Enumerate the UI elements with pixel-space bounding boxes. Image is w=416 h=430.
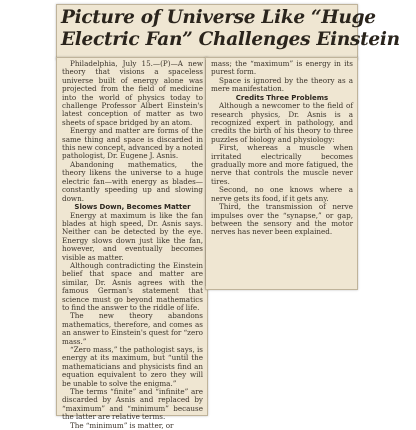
left-column-clipping bbox=[56, 57, 208, 430]
paragraph: The new theory abandons mathematics, therefore, and comes as an answer to Einstein's quest for “zero mass.” bbox=[62, 311, 203, 346]
paragraph: Energy and matter are forms of the same thing and space is discarded in this new concept, advanced by a noted pathologist, Dr. Eugene J. Asnis. bbox=[62, 126, 203, 161]
paragraph: Abandoning mathematics, the theory likens the universe to a huge electric fan—with energy as blades—constantly speeding up and slowing down. bbox=[62, 159, 203, 203]
headline-line-2: Electric Fan” Challenges Einstein bbox=[61, 29, 400, 50]
paragraph: “Zero mass,” the pathologist says, is energy at its maximum, but “until the mathematicians and physicists find an equation equivalent to zero they will be unable to solve the enigma.” bbox=[62, 345, 203, 388]
paragraph: First, whereas a muscle when irritated electrically becomes gradually more and more fatigued, the nerve that controls the muscle never tires. bbox=[211, 143, 353, 186]
subheading: Slows Down, Becomes Matter bbox=[74, 202, 191, 211]
paragraph: Space is ignored by the theory as a mere manifestation. bbox=[211, 75, 353, 94]
paragraph: mass; the “maximum” is energy in its purest form. bbox=[211, 59, 353, 77]
paragraph: Second, no one knows where a nerve gets its food, if it gets any. bbox=[211, 185, 353, 203]
headline bbox=[61, 7, 400, 51]
headline-line-1: Picture of Universe Like “Huge bbox=[61, 7, 376, 28]
paragraph: Philadelphia, July 15.—(P)—A new theory that visions a spaceless universe built of energy alone was projected from the field of medicine into the world of physics today to challenge Professor Albert Einstein's latest conception of matter as two sheets of space bridged by an atom. bbox=[62, 59, 203, 127]
right-column-clipping bbox=[205, 57, 358, 290]
paragraph: Although contradicting the Einstein belief that space and matter are similar, Dr. Asnis agrees with the famous German's statement that science must go beyond mathematics to find the answer to the riddle of life. bbox=[62, 260, 203, 312]
paragraph: The terms “finite” and “infinite” are discarded by Asnis and replaced by “maximum” and “minimum” because the latter are relative terms. bbox=[62, 387, 203, 422]
column-rule bbox=[205, 60, 206, 286]
paragraph: Energy at maximum is like the fan blades at high speed, Dr. Asnis says. Neither can be detected by the eye. Energy slows down just like the fan, however, and eventually becomes visible as matter. bbox=[62, 210, 203, 262]
subheading: Credits Three Problems bbox=[235, 93, 329, 102]
headline-clipping bbox=[56, 4, 400, 60]
paragraph: Although a newcomer to the field of research physics, Dr. Asnis is a recognized expert in pathology, and credits the birth of his theory to three puzzles of biology and physiology: bbox=[211, 101, 353, 144]
paragraph: Third, the transmission of nerve impulses over the “synapse,” or gap, between the sensory and the motor nerves has never been explained. bbox=[211, 202, 353, 237]
left-column bbox=[62, 60, 203, 430]
right-column bbox=[211, 60, 353, 237]
paragraph: The “minimum” is matter, or bbox=[70, 420, 174, 430]
